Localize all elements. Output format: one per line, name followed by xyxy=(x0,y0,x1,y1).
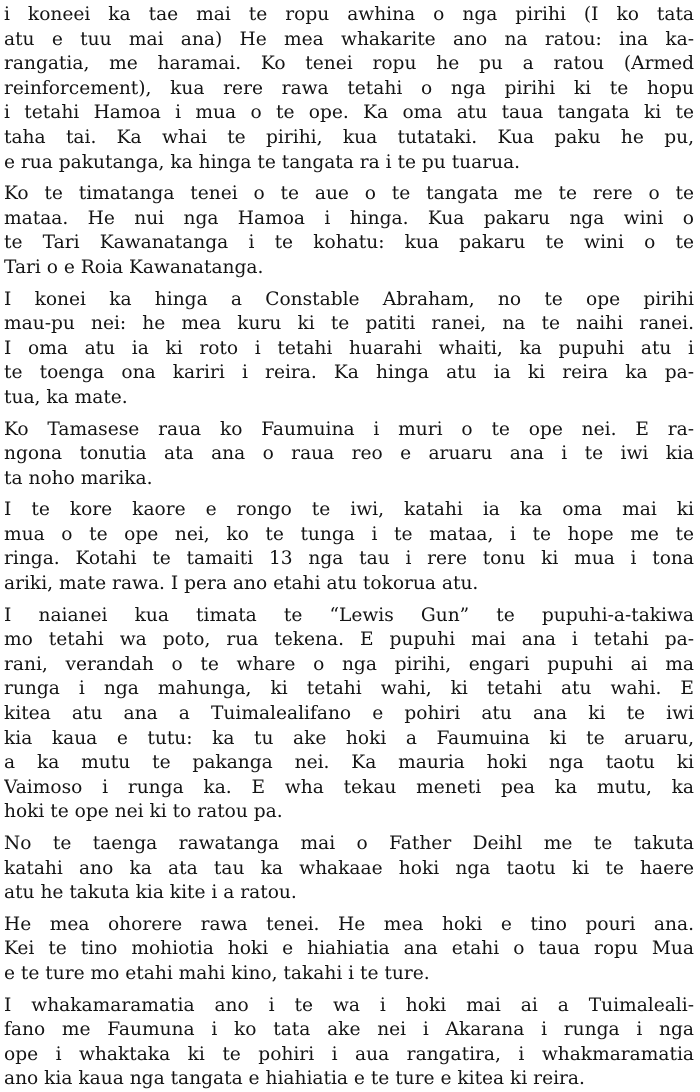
paragraph xyxy=(4,604,694,825)
text-line: mataa. He nui nga Hamoa i hinga. Kua pakaru nga wini o xyxy=(4,207,694,229)
text-line: e te ture mo etahi mahi kino, takahi i te ture. xyxy=(4,962,430,984)
text-line: mua o te ope nei, ko te tunga i te mataa, i te hope me te xyxy=(4,523,694,545)
text-line: ta noho marika. xyxy=(4,467,153,489)
paragraph xyxy=(4,994,694,1092)
paragraph xyxy=(4,182,694,280)
text-line: ringa. Kotahi te tamaiti 13 nga tau i rere tonu ki mua i tona xyxy=(4,548,694,570)
text-line: ano kia kaua nga tangata e hiahiatia e te ture e kitea ki reira. xyxy=(4,1068,585,1090)
text-line: Tari o e Roia Kawanatanga. xyxy=(4,256,264,278)
text-line: ngona tonutia ata ana o raua reo e aruaru ana i te iwi kia xyxy=(4,443,694,465)
text-line: e rua pakutanga, ka hinga te tangata ra i te pu tuarua. xyxy=(4,151,521,173)
text-line: ariki, mate rawa. I pera ano etahi atu tokorua atu. xyxy=(4,573,479,595)
paragraph xyxy=(4,913,694,987)
text-line: I te kore kaore e rongo te iwi, katahi ia ka oma mai ki xyxy=(4,499,694,521)
text-line: kia kaua e tutu: ka tu ake hoki a Faumuina ki te aruaru, xyxy=(4,727,694,749)
text-line: te toenga ona kariri i reira. Ka hinga atu ia ki reira ka pa- xyxy=(4,362,694,384)
text-line: I oma atu ia ki roto i tetahi huarahi whaiti, ka pupuhi atu i xyxy=(4,337,694,359)
text-line: a ka mutu te pakanga nei. Ka mauria hoki nga taotu ki xyxy=(4,752,694,774)
text-line: I whakamaramatia ano i te wa i hoki mai ai a Tuimaleali- xyxy=(4,994,694,1016)
text-line: runga i nga mahunga, ki tetahi wahi, ki tetahi atu wahi. E xyxy=(4,678,694,700)
text-line: tua, ka mate. xyxy=(4,386,128,408)
text-line: No te taenga rawatanga mai o Father Deihl me te takuta xyxy=(4,833,694,854)
text-line: He mea ohorere rawa tenei. He mea hoki e tino pouri ana. xyxy=(4,913,694,935)
text-line: fano me Faumuna i ko tata ake nei i Akarana i runga i nga xyxy=(4,1019,694,1041)
text-line: rangatia, me haramai. Ko tenei ropu he pu a ratou (Armed xyxy=(4,53,694,75)
text-line: rani, verandah o te whare o nga pirihi, engari pupuhi ai ma xyxy=(4,653,694,675)
text-line: atu e tuu mai ana) He mea whakarite ano na ratou: ina ka- xyxy=(4,28,694,50)
text-line: Ko te timatanga tenei o te aue o te tangata me te rere o te xyxy=(4,183,694,205)
paragraph xyxy=(4,832,694,906)
text-line: Vaimoso i runga ka. E wha tekau meneti pea ka mutu, ka xyxy=(4,776,694,798)
paragraph xyxy=(4,498,694,596)
text-line: mo tetahi wa poto, rua tekena. E pupuhi mai ana i tetahi pa- xyxy=(4,629,694,651)
text-line: Ko Tamasese raua ko Faumuina i muri o te ope nei. E ra- xyxy=(4,418,694,440)
text-line: katahi ano ka ata tau ka whakaae hoki nga taotu ki te haere xyxy=(4,857,694,879)
text-line: reinforcement), kua rere rawa tetahi o nga pirihi ki te hopu xyxy=(4,77,694,99)
text-line: i tetahi Hamoa i mua o te ope. Ka oma atu taua tangata ki te xyxy=(4,102,694,124)
text-line: I naianei kua timata te “Lewis Gun” te pupuhi-a-takiwa xyxy=(4,604,694,626)
text-line: taha tai. Ka whai te pirihi, kua tutataki. Kua paku he pu, xyxy=(4,126,694,148)
text-line: te Tari Kawanatanga i te kohatu: kua pakaru te wini o te xyxy=(4,232,694,254)
text-line: ope i whaktaka ki te pohiri i aua rangatira, i whakmaramatia xyxy=(4,1043,694,1065)
text-line: Kei te tino mohiotia hoki e hiahiatia ana etahi o taua ropu Mua xyxy=(4,938,694,960)
text-line: hoki te ope nei ki to ratou pa. xyxy=(4,801,283,823)
paragraph xyxy=(4,288,694,411)
text-line: I konei ka hinga a Constable Abraham, no te ope pirihi xyxy=(4,288,694,310)
text-line: mau-pu nei: he mea kuru ki te patiti ranei, na te naihi ranei. xyxy=(4,313,694,335)
text-line: kitea atu ana a Tuimalealifano e pohiri atu ana ki te iwi xyxy=(4,703,694,725)
paragraph xyxy=(4,3,694,175)
text-line: atu he takuta kia kite i a ratou. xyxy=(4,882,297,904)
text-line: i koneei ka tae mai te ropu awhina o nga pirihi (I ko tata xyxy=(4,4,694,25)
paragraph xyxy=(4,418,694,492)
